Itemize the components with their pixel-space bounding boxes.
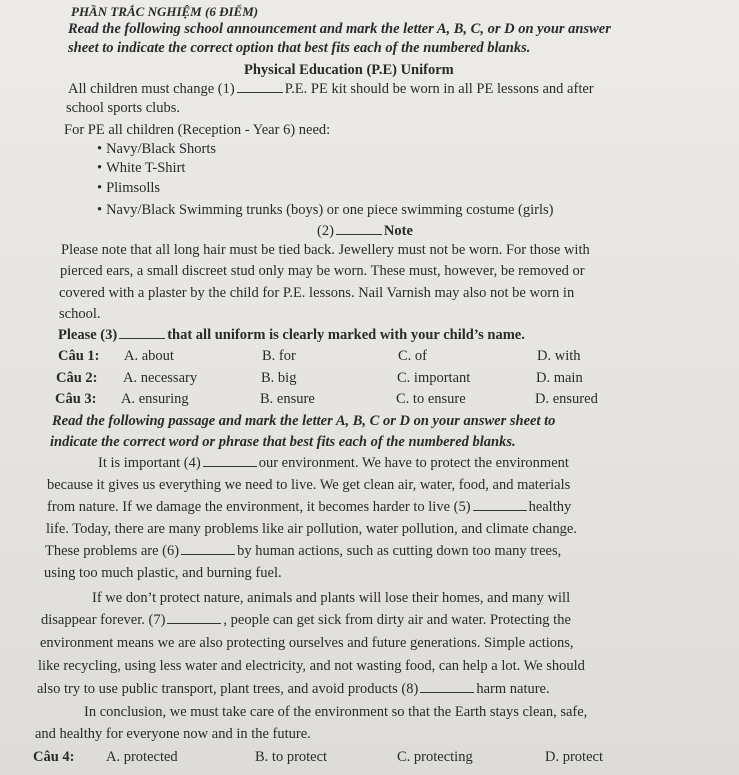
- option-b[interactable]: B. to protect: [255, 749, 328, 765]
- blank-5: [473, 500, 527, 511]
- option-a[interactable]: A. necessary: [123, 370, 198, 386]
- passage-line: like recycling, using less water and electricity, and not wasting food, can help a lot. We should: [38, 658, 585, 674]
- passage-line: disappear forever. (7) , people can get sick from dirty air and water. Protecting the: [41, 612, 571, 628]
- bullet-item: • White T-Shirt: [97, 159, 185, 177]
- note-line: school.: [59, 306, 101, 322]
- note-line: Please note that all long hair must be tied back. Jewellery must not be worn. For those with: [61, 242, 590, 258]
- option-c[interactable]: C. of: [398, 348, 427, 364]
- passage-line: These problems are (6) by human actions, such as cutting down too many trees,: [45, 543, 562, 559]
- option-d[interactable]: D. protect: [545, 749, 603, 765]
- please-line: Please (3) that all uniform is clearly marked with your child’s name.: [58, 327, 525, 343]
- announcement-title: Physical Education (P.E) Uniform: [244, 62, 454, 78]
- question-label: Câu 3:: [55, 391, 97, 407]
- option-a[interactable]: A. protected: [106, 749, 178, 765]
- blank-3: [119, 328, 165, 339]
- instruction-2-line-2: indicate the correct word or phrase that best fits each of the numbered blanks.: [50, 434, 516, 450]
- option-d[interactable]: D. main: [536, 370, 583, 386]
- note-line: pierced ears, a small discreet stud only may be worn. These must, however, be removed or: [60, 263, 585, 279]
- option-c[interactable]: C. protecting: [397, 749, 473, 765]
- instruction-2-line-1: Read the following passage and mark the letter A, B, C or D on your answer sheet to: [52, 413, 556, 429]
- option-a[interactable]: A. about: [124, 348, 174, 364]
- blank-1: [237, 82, 283, 93]
- passage-line: and healthy for everyone now and in the future.: [35, 726, 311, 742]
- option-d[interactable]: D. with: [537, 348, 581, 364]
- passage-line: It is important (4) our environment. We have to protect the environment: [98, 455, 569, 471]
- option-c[interactable]: C. important: [397, 370, 471, 386]
- option-d[interactable]: D. ensured: [535, 391, 598, 407]
- passage-line: using too much plastic, and burning fuel.: [44, 565, 282, 581]
- instruction-1-line-2: sheet to indicate the correct option that best fits each of the numbered blanks.: [68, 40, 531, 56]
- blank-7: [167, 613, 221, 624]
- option-b[interactable]: B. for: [262, 348, 296, 364]
- option-c[interactable]: C. to ensure: [396, 391, 466, 407]
- question-label: Câu 4:: [33, 749, 75, 765]
- instruction-1-line-1: Read the following school announcement and mark the letter A, B, C, or D on your answer: [68, 21, 611, 37]
- announcement-para-1: All children must change (1) P.E. PE kit should be worn in all PE lessons and after: [68, 81, 594, 97]
- bullet-item: • Navy/Black Swimming trunks (boys) or one piece swimming costume (girls): [97, 201, 554, 219]
- passage-line: life. Today, there are many problems like air pollution, water pollution, and climate change.: [46, 521, 577, 537]
- question-label: Câu 2:: [56, 370, 98, 386]
- passage-line: also try to use public transport, plant trees, and avoid products (8) harm nature.: [37, 681, 550, 697]
- blank-4: [203, 456, 257, 467]
- option-b[interactable]: B. big: [261, 370, 297, 386]
- option-a[interactable]: A. ensuring: [121, 391, 189, 407]
- bullet-item: • Navy/Black Shorts: [97, 140, 216, 158]
- blank-2: [336, 224, 382, 235]
- passage-line: If we don’t protect nature, animals and plants will lose their homes, and many will: [92, 590, 571, 606]
- blank-8: [420, 682, 474, 693]
- passage-line: from nature. If we damage the environment, it becomes harder to live (5) healthy: [47, 499, 572, 515]
- note-line: covered with a plaster by the child for P.E. lessons. Nail Varnish may also not be worn in: [59, 285, 575, 301]
- blank-6: [181, 544, 235, 555]
- option-b[interactable]: B. ensure: [260, 391, 315, 407]
- question-label: Câu 1:: [58, 348, 100, 364]
- passage-line: In conclusion, we must take care of the environment so that the Earth stays clean, safe,: [84, 704, 588, 720]
- passage-line: environment means we are also protecting ourselves and future generations. Simple actions,: [40, 635, 574, 651]
- note-heading: (2) Note: [317, 223, 413, 239]
- passage-line: because it gives us everything we need to live. We get clean air, water, food, and materials: [47, 477, 571, 493]
- section-title: PHẦN TRẮC NGHIỆM (6 ĐIỂM): [71, 4, 259, 19]
- need-intro: For PE all children (Reception - Year 6) need:: [64, 122, 331, 138]
- bullet-item: • Plimsolls: [97, 179, 160, 197]
- announcement-para-1-cont: school sports clubs.: [66, 100, 180, 116]
